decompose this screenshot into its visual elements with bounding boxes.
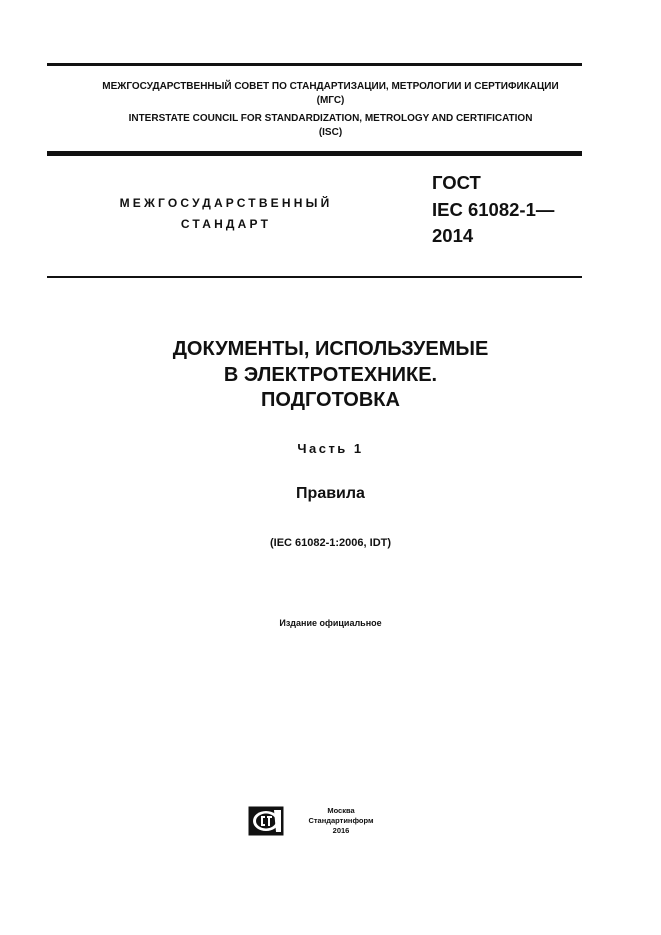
gost-label: ГОСТ <box>432 172 481 193</box>
standard-number-line1: IEC 61082-1— <box>432 198 555 220</box>
council-name-ru: МЕЖГОСУДАРСТВЕННЫЙ СОВЕТ ПО СТАНДАРТИЗАЦИИ, МЕТРОЛОГИИ И СЕРТИФИКАЦИИ <box>102 81 559 92</box>
standard-type-line2: СТАНДАРТ <box>180 217 272 231</box>
header-rule-thick <box>47 151 582 156</box>
standard-type-line1: МЕЖГОСУДАРСТВЕННЫЙ <box>119 196 333 210</box>
council-name-en: INTERSTATE COUNCIL FOR STANDARDIZATION, METROLOGY AND CERTIFICATION <box>128 113 533 124</box>
part-label: Часть 1 <box>297 441 364 456</box>
publisher-year: 2016 <box>332 826 350 835</box>
publisher-city: Москва <box>327 806 355 815</box>
document-title <box>0 337 661 414</box>
subtitle: Правила <box>296 485 365 502</box>
standard-number <box>432 170 554 250</box>
edition-note: Издание официальное <box>279 618 382 628</box>
council-abbr-en: (ISC) <box>318 127 343 138</box>
title-line1: ДОКУМЕНТЫ, ИСПОЛЬЗУЕМЫЕ <box>172 338 489 360</box>
standartinform-logo-icon <box>248 806 284 836</box>
publisher-info <box>296 806 386 836</box>
title-line2: В ЭЛЕКТРОТЕХНИКЕ. <box>223 363 438 386</box>
council-abbr-ru: (МГС) <box>316 95 345 106</box>
title-line3: ПОДГОТОВКА <box>261 389 400 411</box>
designation-rule <box>47 276 582 278</box>
publisher-name: Стандартинформ <box>308 816 374 825</box>
standard-number-line2: 2014 <box>432 225 474 246</box>
top-rule-thin <box>47 63 582 66</box>
standard-type <box>95 193 357 235</box>
equivalence-note: (IEC 61082-1:2006, IDT) <box>269 537 392 549</box>
